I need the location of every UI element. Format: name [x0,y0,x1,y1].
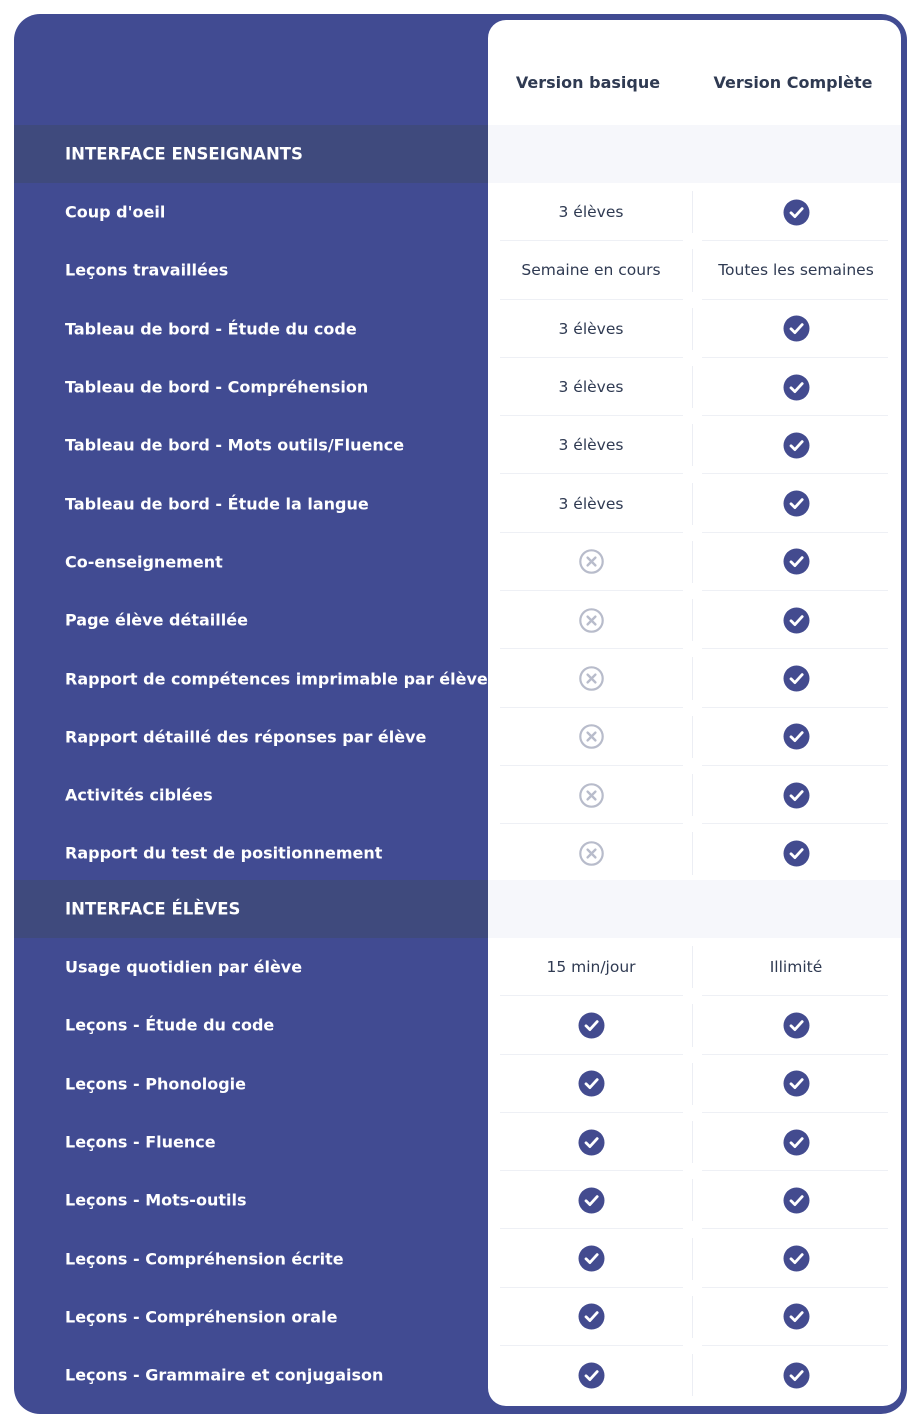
cell-value: 3 élèves [558,494,624,513]
check-circle-icon [783,548,810,575]
feature-label: Co-enseignement [65,552,223,572]
column-divider [692,1296,693,1338]
check-circle-icon [783,490,810,517]
check-circle-icon [783,1012,810,1039]
full-plan-cell [700,828,892,878]
full-plan-cell [700,653,892,703]
basic-plan-cell [498,942,684,992]
table-row [14,996,907,1054]
check-circle-icon [783,1362,810,1389]
cell-value: Toutes les semaines [718,261,874,280]
basic-plan-cell [498,828,684,878]
column-divider [692,774,693,816]
table-row [14,1113,907,1171]
column-divider [692,1238,693,1280]
table-row [14,591,907,649]
feature-label: Leçons - Compréhension orale [65,1307,338,1327]
basic-plan-cell [498,1000,684,1050]
column-divider [692,249,693,291]
section-title: INTERFACE ÉLÈVES [65,899,241,919]
check-circle-icon [783,1187,810,1214]
column-divider [692,657,693,699]
column-divider [692,1354,693,1396]
column-divider [692,483,693,525]
column-divider [692,366,693,408]
full-plan-cell [700,1292,892,1342]
basic-plan-cell [498,1059,684,1109]
check-circle-icon [783,1303,810,1330]
table-row [14,938,907,996]
column-divider [692,716,693,758]
feature-label: Tableau de bord - Étude la langue [65,494,369,514]
full-plan-cell [700,1117,892,1167]
column-header-basic: Version basique [515,73,661,92]
column-header-full: Version Complète [713,73,873,92]
check-circle-icon [783,1129,810,1156]
full-plan-cell [700,245,892,295]
table-row [14,1346,907,1404]
feature-label: Rapport détaillé des réponses par élève [65,727,427,747]
column-divider [692,1121,693,1163]
x-circle-icon [578,607,605,634]
full-plan-cell [700,304,892,354]
table-row [14,300,907,358]
feature-label: Page élève détaillée [65,610,248,630]
table-row [14,766,907,824]
comparison-table [14,14,907,1414]
full-plan-cell [700,1059,892,1109]
full-plan-cell [700,595,892,645]
check-circle-icon [578,1012,605,1039]
full-plan-cell [700,420,892,470]
basic-plan-cell [498,1292,684,1342]
table-row [14,416,907,474]
check-circle-icon [578,1187,605,1214]
full-plan-cell [700,479,892,529]
column-divider [692,832,693,874]
basic-plan-cell [498,479,684,529]
feature-label: Leçons - Fluence [65,1132,216,1152]
column-divider [692,599,693,641]
section-header-band [488,125,901,183]
full-plan-cell [700,1350,892,1400]
check-circle-icon [578,1129,605,1156]
feature-label: Leçons travaillées [65,260,229,280]
full-plan-cell [700,362,892,412]
cell-value: 3 élèves [558,319,624,338]
section-header-band [488,880,901,938]
table-row [14,824,907,882]
column-divider [692,1063,693,1105]
check-circle-icon [783,199,810,226]
full-plan-cell [700,537,892,587]
x-circle-icon [578,840,605,867]
check-circle-icon [783,1070,810,1097]
basic-plan-cell [498,537,684,587]
table-row [14,1288,907,1346]
basic-plan-cell [498,653,684,703]
basic-plan-cell [498,304,684,354]
basic-plan-cell [498,595,684,645]
feature-label: Leçons - Étude du code [65,1015,275,1035]
feature-label: Activités ciblées [65,785,213,805]
basic-plan-cell [498,1175,684,1225]
check-circle-icon [578,1070,605,1097]
full-plan-cell [700,1000,892,1050]
table-row [14,1230,907,1288]
section-header [14,125,907,183]
feature-label: Leçons - Phonologie [65,1074,246,1094]
table-row [14,241,907,299]
cell-value: 3 élèves [558,203,624,222]
feature-label: Leçons - Mots-outils [65,1190,247,1210]
check-circle-icon [783,607,810,634]
feature-label: Tableau de bord - Étude du code [65,319,357,339]
basic-plan-cell [498,1117,684,1167]
check-circle-icon [783,315,810,342]
check-circle-icon [578,1303,605,1330]
cell-value: 3 élèves [558,378,624,397]
cell-value: Semaine en cours [521,261,661,280]
feature-label: Rapport du test de positionnement [65,843,383,863]
check-circle-icon [783,782,810,809]
basic-plan-cell [498,245,684,295]
table-row [14,183,907,241]
basic-plan-cell [498,420,684,470]
basic-plan-cell [498,1234,684,1284]
basic-plan-cell [498,712,684,762]
feature-label: Rapport de compétences imprimable par élève [65,669,488,689]
basic-plan-cell [498,187,684,237]
basic-plan-cell [498,362,684,412]
feature-label: Leçons - Compréhension écrite [65,1249,344,1269]
table-row [14,649,907,707]
section-header [14,880,907,938]
full-plan-cell [700,712,892,762]
check-circle-icon [783,374,810,401]
table-row [14,1171,907,1229]
feature-label: Tableau de bord - Compréhension [65,377,369,397]
check-circle-icon [783,840,810,867]
check-circle-icon [783,1245,810,1272]
full-plan-cell [700,1234,892,1284]
basic-plan-cell [498,770,684,820]
check-circle-icon [578,1362,605,1389]
check-circle-icon [783,665,810,692]
check-circle-icon [783,723,810,750]
column-divider [692,946,693,988]
table-row [14,475,907,533]
x-circle-icon [578,665,605,692]
x-circle-icon [578,548,605,575]
table-row [14,1055,907,1113]
column-divider [692,541,693,583]
check-circle-icon [578,1245,605,1272]
full-plan-cell [700,770,892,820]
cell-value: 15 min/jour [546,958,636,977]
column-divider [692,1179,693,1221]
table-row [14,708,907,766]
cell-value: Illimité [769,958,823,977]
feature-label: Coup d'oeil [65,202,166,222]
feature-label: Tableau de bord - Mots outils/Fluence [65,435,405,455]
basic-plan-cell [498,1350,684,1400]
feature-label: Usage quotidien par élève [65,957,303,977]
column-divider [692,424,693,466]
table-row [14,358,907,416]
x-circle-icon [578,782,605,809]
full-plan-cell [700,187,892,237]
column-divider [692,191,693,233]
table-row [14,533,907,591]
x-circle-icon [578,723,605,750]
full-plan-cell [700,1175,892,1225]
section-title: INTERFACE ENSEIGNANTS [65,144,303,164]
full-plan-cell [700,942,892,992]
cell-value: 3 élèves [558,436,624,455]
check-circle-icon [783,432,810,459]
column-divider [692,1004,693,1046]
column-divider [692,308,693,350]
feature-label: Leçons - Grammaire et conjugaison [65,1365,384,1385]
